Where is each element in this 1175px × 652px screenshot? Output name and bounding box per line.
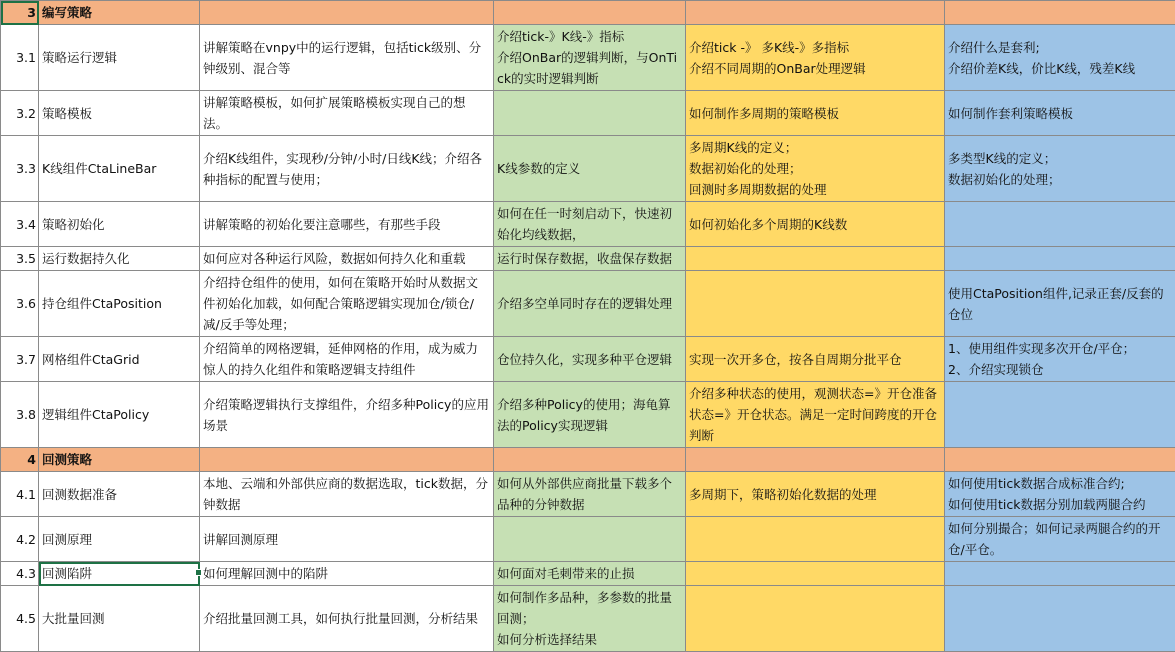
table-row bbox=[1, 562, 1175, 586]
fill-handle[interactable] bbox=[195, 569, 202, 576]
table-row bbox=[1, 586, 1175, 652]
yellow-cell[interactable] bbox=[686, 562, 945, 586]
description-cell[interactable]: 讲解策略模板，如何扩展策略模板实现自己的想法。 bbox=[200, 91, 494, 136]
topic-cell[interactable]: 策略模板 bbox=[39, 91, 200, 136]
topic-cell[interactable]: 运行数据持久化 bbox=[39, 247, 200, 271]
description-cell[interactable]: 讲解回测原理 bbox=[200, 517, 494, 562]
row-number-cell[interactable]: 4.2 bbox=[1, 517, 39, 562]
green-cell[interactable]: 运行时保存数据，收盘保存数据 bbox=[494, 247, 686, 271]
table-row bbox=[1, 91, 1175, 136]
description-cell[interactable]: 介绍策略逻辑执行支撑组件，介绍多种Policy的应用场景 bbox=[200, 382, 494, 448]
yellow-cell[interactable]: 实现一次开多仓，按各自周期分批平仓 bbox=[686, 337, 945, 382]
blue-cell[interactable] bbox=[945, 202, 1175, 247]
section-number-cell[interactable]: 3 bbox=[1, 1, 39, 25]
row-number-cell[interactable]: 4.1 bbox=[1, 472, 39, 517]
blue-cell[interactable] bbox=[945, 586, 1175, 652]
description-cell[interactable]: 本地、云端和外部供应商的数据选取，tick数据，分钟数据 bbox=[200, 472, 494, 517]
row-number-cell[interactable]: 3.2 bbox=[1, 91, 39, 136]
yellow-cell[interactable]: 多周期下，策略初始化数据的处理 bbox=[686, 472, 945, 517]
green-cell[interactable] bbox=[494, 91, 686, 136]
description-cell[interactable]: 介绍批量回测工具，如何执行批量回测，分析结果 bbox=[200, 586, 494, 652]
table-row bbox=[1, 517, 1175, 562]
description-cell[interactable]: 介绍持仓组件的使用，如何在策略开始时从数据文件初始化加载，如何配合策略逻辑实现加仓/锁仓/减/反手等处理； bbox=[200, 271, 494, 337]
yellow-cell[interactable]: 如何制作多周期的策略模板 bbox=[686, 91, 945, 136]
blue-cell[interactable]: 多类型K线的定义； 数据初始化的处理； bbox=[945, 136, 1175, 202]
cell[interactable] bbox=[200, 448, 494, 472]
topic-cell[interactable]: 策略运行逻辑 bbox=[39, 25, 200, 91]
row-number-cell[interactable]: 3.4 bbox=[1, 202, 39, 247]
table-row bbox=[1, 25, 1175, 91]
description-cell[interactable]: 讲解策略的初始化要注意哪些，有那些手段 bbox=[200, 202, 494, 247]
topic-cell[interactable]: 回测原理 bbox=[39, 517, 200, 562]
description-cell[interactable]: 如何理解回测中的陷阱 bbox=[200, 562, 494, 586]
yellow-cell[interactable]: 介绍tick -》 多K线-》多指标 介绍不同周期的OnBar处理逻辑 bbox=[686, 25, 945, 91]
blue-cell[interactable] bbox=[945, 382, 1175, 448]
row-number-cell[interactable]: 3.1 bbox=[1, 25, 39, 91]
yellow-cell[interactable] bbox=[686, 517, 945, 562]
cell[interactable] bbox=[494, 448, 686, 472]
cell[interactable] bbox=[686, 1, 945, 25]
green-cell[interactable] bbox=[494, 517, 686, 562]
topic-cell[interactable]: K线组件CtaLineBar bbox=[39, 136, 200, 202]
green-cell[interactable]: 如何在任一时刻启动下，快速初始化均线数据， bbox=[494, 202, 686, 247]
blue-cell[interactable]: 如何使用tick数据合成标准合约; 如何使用tick数据分别加载两腿合约 bbox=[945, 472, 1175, 517]
green-cell[interactable]: 如何从外部供应商批量下载多个品种的分钟数据 bbox=[494, 472, 686, 517]
topic-cell[interactable]: 回测数据准备 bbox=[39, 472, 200, 517]
row-number-cell[interactable]: 4.3 bbox=[1, 562, 39, 586]
section-title-cell[interactable]: 编写策略 bbox=[39, 1, 200, 25]
table-row bbox=[1, 247, 1175, 271]
topic-cell[interactable]: 策略初始化 bbox=[39, 202, 200, 247]
blue-cell[interactable]: 介绍什么是套利; 介绍价差K线，价比K线，残差K线 bbox=[945, 25, 1175, 91]
topic-cell[interactable]: 大批量回测 bbox=[39, 586, 200, 652]
cell[interactable] bbox=[494, 1, 686, 25]
topic-cell[interactable]: 逻辑组件CtaPolicy bbox=[39, 382, 200, 448]
description-cell[interactable]: 如何应对各种运行风险，数据如何持久化和重载 bbox=[200, 247, 494, 271]
green-cell[interactable]: K线参数的定义 bbox=[494, 136, 686, 202]
green-cell[interactable]: 如何制作多品种，多参数的批量回测； 如何分析选择结果 bbox=[494, 586, 686, 652]
description-cell[interactable]: 介绍简单的网格逻辑，延伸网格的作用，成为威力惊人的持久化组件和策略逻辑支持组件 bbox=[200, 337, 494, 382]
green-cell[interactable]: 仓位持久化，实现多种平仓逻辑 bbox=[494, 337, 686, 382]
blue-cell[interactable]: 如何制作套利策略模板 bbox=[945, 91, 1175, 136]
row-number-cell[interactable]: 3.5 bbox=[1, 247, 39, 271]
table-row bbox=[1, 202, 1175, 247]
table-row bbox=[1, 382, 1175, 448]
blue-cell[interactable] bbox=[945, 247, 1175, 271]
yellow-cell[interactable]: 介绍多种状态的使用，观测状态=》开仓准备状态=》开仓状态。满足一定时间跨度的开仓判断 bbox=[686, 382, 945, 448]
blue-cell[interactable]: 1、使用组件实现多次开仓/平仓； 2、介绍实现锁仓 bbox=[945, 337, 1175, 382]
yellow-cell[interactable] bbox=[686, 247, 945, 271]
yellow-cell[interactable] bbox=[686, 271, 945, 337]
table-row bbox=[1, 271, 1175, 337]
cell[interactable] bbox=[200, 1, 494, 25]
blue-cell[interactable]: 使用CtaPosition组件,记录正套/反套的仓位 bbox=[945, 271, 1175, 337]
cell[interactable] bbox=[945, 1, 1175, 25]
section-row bbox=[1, 448, 1175, 472]
description-cell[interactable]: 介绍K线组件，实现秒/分钟/小时/日线K线；介绍各种指标的配置与使用； bbox=[200, 136, 494, 202]
green-cell[interactable]: 介绍tick-》K线-》指标 介绍OnBar的逻辑判断，与OnTick的实时逻辑判断 bbox=[494, 25, 686, 91]
row-number-cell[interactable]: 3.7 bbox=[1, 337, 39, 382]
yellow-cell[interactable] bbox=[686, 586, 945, 652]
yellow-cell[interactable]: 多周期K线的定义； 数据初始化的处理； 回测时多周期数据的处理 bbox=[686, 136, 945, 202]
blue-cell[interactable]: 如何分别撮合；如何记录两腿合约的开仓/平仓。 bbox=[945, 517, 1175, 562]
row-number-cell[interactable]: 3.3 bbox=[1, 136, 39, 202]
blue-cell[interactable] bbox=[945, 562, 1175, 586]
description-cell[interactable]: 讲解策略在vnpy中的运行逻辑，包括tick级别、分钟级别、混合等 bbox=[200, 25, 494, 91]
section-number-cell[interactable]: 4 bbox=[1, 448, 39, 472]
yellow-cell[interactable]: 如何初始化多个周期的K线数 bbox=[686, 202, 945, 247]
green-cell[interactable]: 介绍多空单同时存在的逻辑处理 bbox=[494, 271, 686, 337]
green-cell[interactable]: 介绍多种Policy的使用；海龟算法的Policy实现逻辑 bbox=[494, 382, 686, 448]
topic-cell[interactable]: 回测陷阱 bbox=[39, 562, 200, 586]
section-row bbox=[1, 1, 1175, 25]
row-number-cell[interactable]: 3.6 bbox=[1, 271, 39, 337]
table-row bbox=[1, 337, 1175, 382]
section-title-cell[interactable]: 回测策略 bbox=[39, 448, 200, 472]
topic-cell[interactable]: 持仓组件CtaPosition bbox=[39, 271, 200, 337]
green-cell[interactable]: 如何面对毛刺带来的止损 bbox=[494, 562, 686, 586]
table-row bbox=[1, 136, 1175, 202]
cell[interactable] bbox=[945, 448, 1175, 472]
row-number-cell[interactable]: 3.8 bbox=[1, 382, 39, 448]
table-row bbox=[1, 472, 1175, 517]
topic-cell[interactable]: 网格组件CtaGrid bbox=[39, 337, 200, 382]
cell[interactable] bbox=[686, 448, 945, 472]
row-number-cell[interactable]: 4.5 bbox=[1, 586, 39, 652]
